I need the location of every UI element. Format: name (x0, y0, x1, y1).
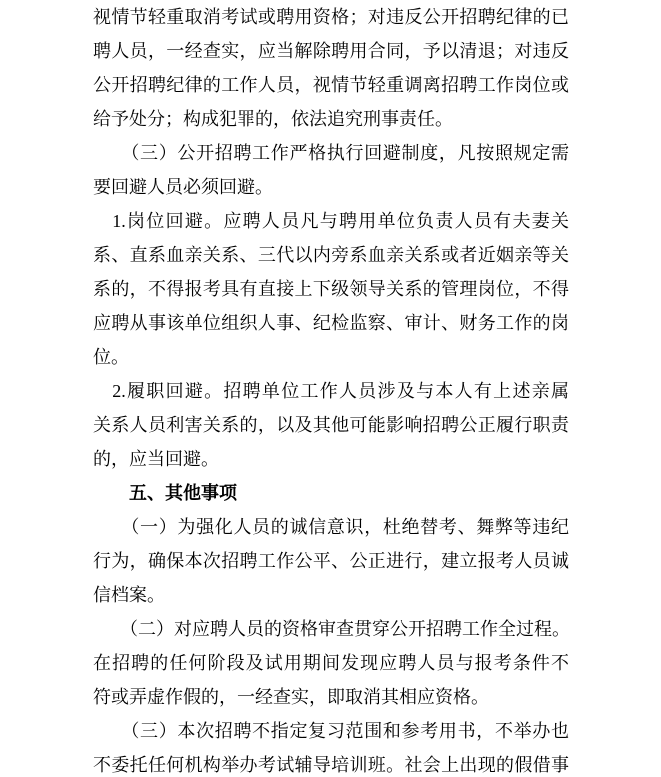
text-line: 位。 (93, 347, 129, 367)
text-line: 给予处分；构成犯罪的，依法追究刑事责任。 (93, 109, 453, 129)
text-line: 2.履职回避。招聘单位工作人员涉及与本人有上述亲属 (93, 381, 569, 401)
text-line: 系、直系血亲关系、三代以内旁系血亲关系或者近姻亲等关 (93, 245, 569, 265)
text-line: 1.岗位回避。应聘人员凡与聘用单位负责人员有夫妻关 (93, 211, 569, 231)
text-line: 符或弄虚作假的，一经查实，即取消其相应资格。 (93, 687, 489, 707)
text-line: 在招聘的任何阶段及试用期间发现应聘人员与报考条件不 (93, 653, 569, 673)
document-body (93, 0, 569, 777)
text-line: 视情节轻重取消考试或聘用资格；对违反公开招聘纪律的已 (93, 7, 569, 27)
text-line: 关系人员利害关系的，以及其他可能影响招聘公正履行职责 (93, 415, 569, 435)
text-line: （三）本次招聘不指定复习范围和参考用书，不举办也 (93, 721, 569, 741)
text-line: 应聘从事该单位组织人事、纪检监察、审计、财务工作的岗 (93, 313, 569, 333)
text-line: 公开招聘纪律的工作人员，视情节轻重调离招聘工作岗位或 (93, 75, 569, 95)
text-line: 系的，不得报考具有直接上下级领导关系的管理岗位，不得 (93, 279, 569, 299)
text-line: 聘人员，一经查实，应当解除聘用合同，予以清退；对违反 (93, 41, 569, 61)
text-line: （三）公开招聘工作严格执行回避制度，凡按照规定需 (93, 143, 569, 163)
text-line: 的，应当回避。 (93, 449, 219, 469)
text-line: 不委托任何机构举办考试辅导培训班。社会上出现的假借事 (93, 755, 569, 775)
text-line: 要回避人员必须回避。 (93, 177, 273, 197)
text-line: （二）对应聘人员的资格审查贯穿公开招聘工作全过程。 (93, 619, 570, 639)
text-line: 信档案。 (93, 585, 165, 605)
text-line: 行为，确保本次招聘工作公平、公正进行，建立报考人员诚 (93, 551, 569, 571)
text-line: （一）为强化人员的诚信意识，杜绝替考、舞弊等违纪 (93, 517, 569, 537)
section-heading: 五、其他事项 (93, 483, 237, 503)
